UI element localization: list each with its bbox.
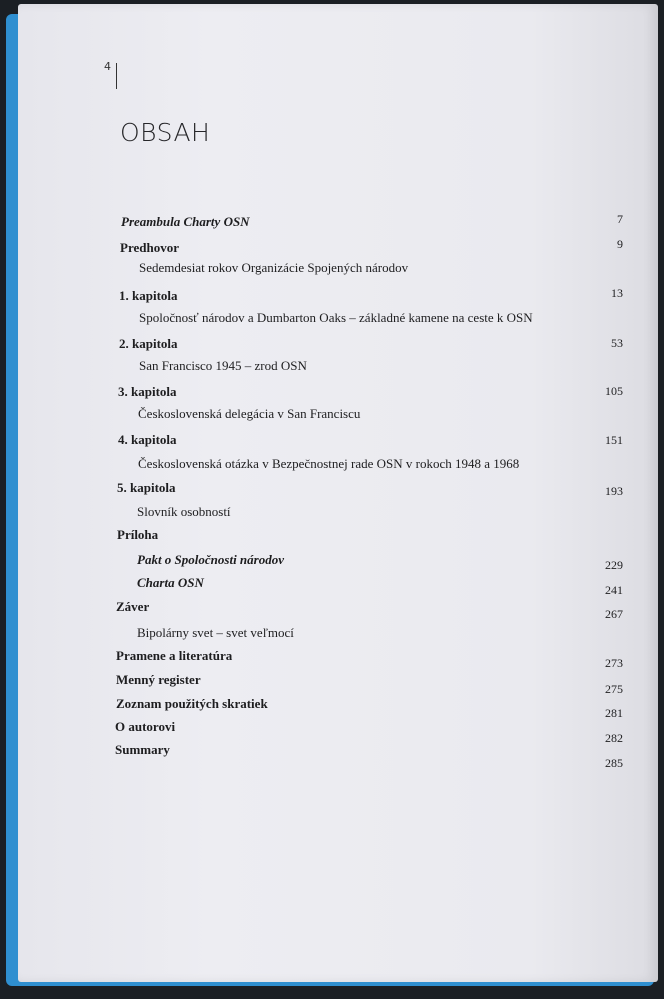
toc-entry-label: Záver — [116, 599, 150, 614]
toc-entry-page: 275 — [605, 682, 623, 696]
toc-entry-label: 4. kapitola — [118, 432, 177, 447]
toc-entry-label: 2. kapitola — [119, 336, 178, 351]
toc-entry-label: 5. kapitola — [117, 480, 176, 495]
toc-entry-page: 53 — [611, 336, 623, 350]
toc-entry-label: Charta OSN — [137, 575, 204, 590]
toc-entry-page: 267 — [605, 607, 623, 621]
toc-entry-label: O autorovi — [115, 719, 176, 734]
toc-entry-label: San Francisco 1945 – zrod OSN — [139, 358, 307, 373]
toc-entry-label: Zoznam použitých skratiek — [116, 696, 268, 711]
page-number: 4 — [104, 60, 111, 73]
toc-entry-page: 273 — [605, 656, 623, 670]
toc-entry-label: Bipolárny svet – svet veľmocí — [137, 625, 294, 640]
toc-entry-page: 9 — [617, 237, 623, 251]
toc-entry-page: 282 — [605, 731, 623, 745]
toc-entry-label: Summary — [115, 742, 170, 757]
toc-entry-label: 1. kapitola — [119, 288, 178, 303]
toc-entry-page: 193 — [605, 484, 623, 498]
toc-entry-label: Spoločnosť národov a Dumbarton Oaks – základné kamene na ceste k OSN — [139, 310, 533, 325]
toc-entry-page: 7 — [617, 212, 623, 226]
toc-entry-page: 281 — [605, 706, 623, 720]
toc-entry-label: Slovník osobností — [137, 504, 231, 519]
toc-entry-label: 3. kapitola — [118, 384, 177, 399]
toc-entry-label: Menný register — [116, 672, 201, 687]
toc-entry-page: 241 — [605, 583, 623, 597]
toc-entry-label: Sedemdesiat rokov Organizácie Spojených národov — [139, 260, 409, 275]
toc-entry-page: 285 — [605, 756, 623, 770]
toc-entry-label: Československá otázka v Bezpečnostnej rade OSN v rokoch 1948 a 1968 — [138, 456, 520, 471]
toc-entry-label: Príloha — [117, 527, 159, 542]
toc-entry-page: 229 — [605, 558, 623, 572]
toc-entry-page: 105 — [605, 384, 623, 398]
page-title: OBSAH — [120, 118, 211, 147]
toc-entry-page: 151 — [605, 433, 623, 447]
toc-entry-label: Pramene a literatúra — [116, 648, 233, 663]
toc-entry-label: Preambula Charty OSN — [121, 214, 250, 229]
toc-entry-label: Predhovor — [120, 240, 179, 255]
toc-entry-label: Pakt o Spoločnosti národov — [137, 552, 284, 567]
toc-entry-label: Československá delegácia v San Franciscu — [138, 406, 361, 421]
toc-entry-page: 13 — [611, 286, 623, 300]
